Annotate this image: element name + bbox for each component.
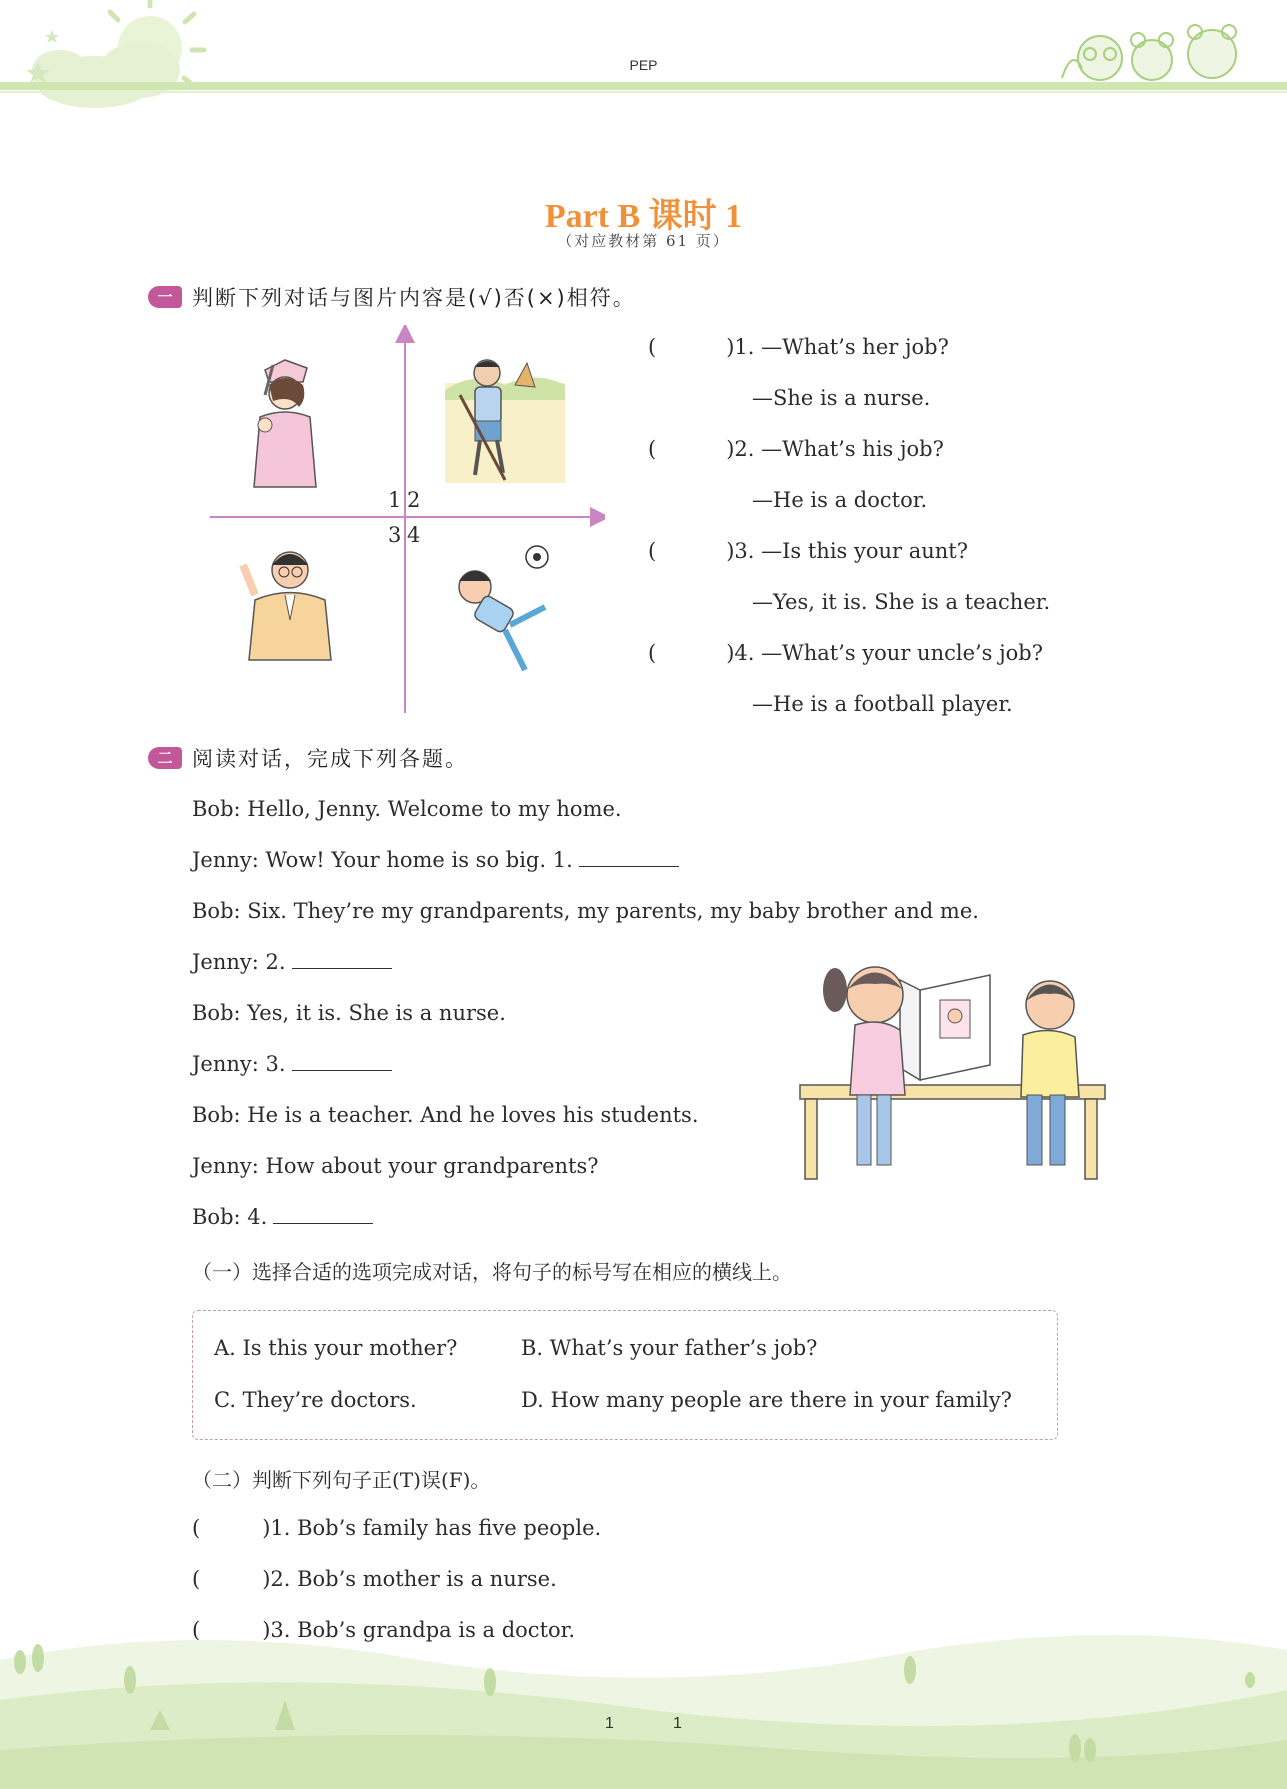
- page-number-right: 1: [673, 1715, 682, 1732]
- header-rule-thin: [0, 91, 1287, 93]
- section2-title: 阅读对话，完成下列各题。: [192, 747, 468, 771]
- footer-hills: [0, 1620, 1287, 1789]
- option-d: D. How many people are there in your family?: [521, 1388, 1012, 1412]
- page-subtitle: （对应教材第 61 页）: [557, 232, 730, 250]
- question-4: ( )4. —What’s your uncle’s job?: [648, 641, 1043, 665]
- tf-item-3: ( )3. Bob’s grandpa is a doctor.: [192, 1618, 576, 1642]
- blank-4[interactable]: [273, 1205, 373, 1224]
- blank-3[interactable]: [292, 1052, 392, 1071]
- section1-title: 判断下列对话与图片内容是(√)否(×)相符。: [192, 286, 636, 310]
- option-a: A. Is this your mother?: [214, 1336, 458, 1360]
- dialog-line-1: Bob: Hello, Jenny. Welcome to my home.: [192, 797, 622, 821]
- option-b: B. What’s your father’s job?: [521, 1336, 818, 1360]
- tf-item-1: ( )1. Bob’s family has five people.: [192, 1516, 602, 1540]
- answer-1: —She is a nurse.: [752, 386, 931, 410]
- question-3: ( )3. —Is this your aunt?: [648, 539, 969, 563]
- header-decoration: [0, 0, 1287, 110]
- grid-label-1: 1: [388, 488, 402, 512]
- dialog-line-9: Bob: 4.: [192, 1205, 373, 1229]
- part2-title: （二）判断下列句子正(T)误(F)。: [192, 1468, 491, 1492]
- grid-label-3: 3: [388, 523, 402, 547]
- header-rule: [0, 82, 1287, 90]
- dialog-line-3: Bob: Six. They’re my grandparents, my parents, my baby brother and me.: [192, 899, 979, 923]
- blank-2[interactable]: [292, 950, 392, 969]
- page-title: Part B 课时 1: [544, 198, 743, 235]
- question-1: ( )1. —What’s her job?: [648, 335, 949, 359]
- section2-badge: 二: [148, 747, 182, 769]
- answer-2: —He is a doctor.: [752, 488, 928, 512]
- football-player-illustration: [459, 546, 548, 670]
- farmer-illustration: [445, 360, 565, 483]
- grid-label-4: 4: [407, 523, 421, 547]
- tf-item-2: ( )2. Bob’s mother is a nurse.: [192, 1567, 557, 1591]
- part1-title: （一）选择合适的选项完成对话，将句子的标号写在相应的横线上。: [192, 1260, 792, 1284]
- header-label: PEP: [629, 57, 658, 73]
- children-photo-album-illustration: [795, 960, 1115, 1190]
- picture-grid: [205, 325, 605, 715]
- dialog-line-5: Bob: Yes, it is. She is a nurse.: [192, 1001, 506, 1025]
- dialog-line-2: Jenny: Wow! Your home is so big. 1.: [192, 848, 679, 872]
- section1-badge: 一: [148, 286, 182, 308]
- answer-4: —He is a football player.: [752, 692, 1013, 716]
- page-number-left: 1: [605, 1715, 614, 1732]
- grid-label-2: 2: [407, 488, 421, 512]
- blank-1[interactable]: [579, 848, 679, 867]
- dialog-line-4: Jenny: 2.: [192, 950, 392, 974]
- dialog-line-7: Bob: He is a teacher. And he loves his students.: [192, 1103, 699, 1127]
- question-2: ( )2. —What’s his job?: [648, 437, 944, 461]
- options-box: [192, 1310, 1058, 1440]
- answer-3: —Yes, it is. She is a teacher.: [752, 590, 1051, 614]
- dialog-line-8: Jenny: How about your grandparents?: [192, 1154, 599, 1178]
- teacher-illustration: [243, 552, 331, 660]
- dialog-line-6: Jenny: 3.: [192, 1052, 392, 1076]
- nurse-illustration: [254, 360, 316, 487]
- option-c: C. They’re doctors.: [214, 1388, 417, 1412]
